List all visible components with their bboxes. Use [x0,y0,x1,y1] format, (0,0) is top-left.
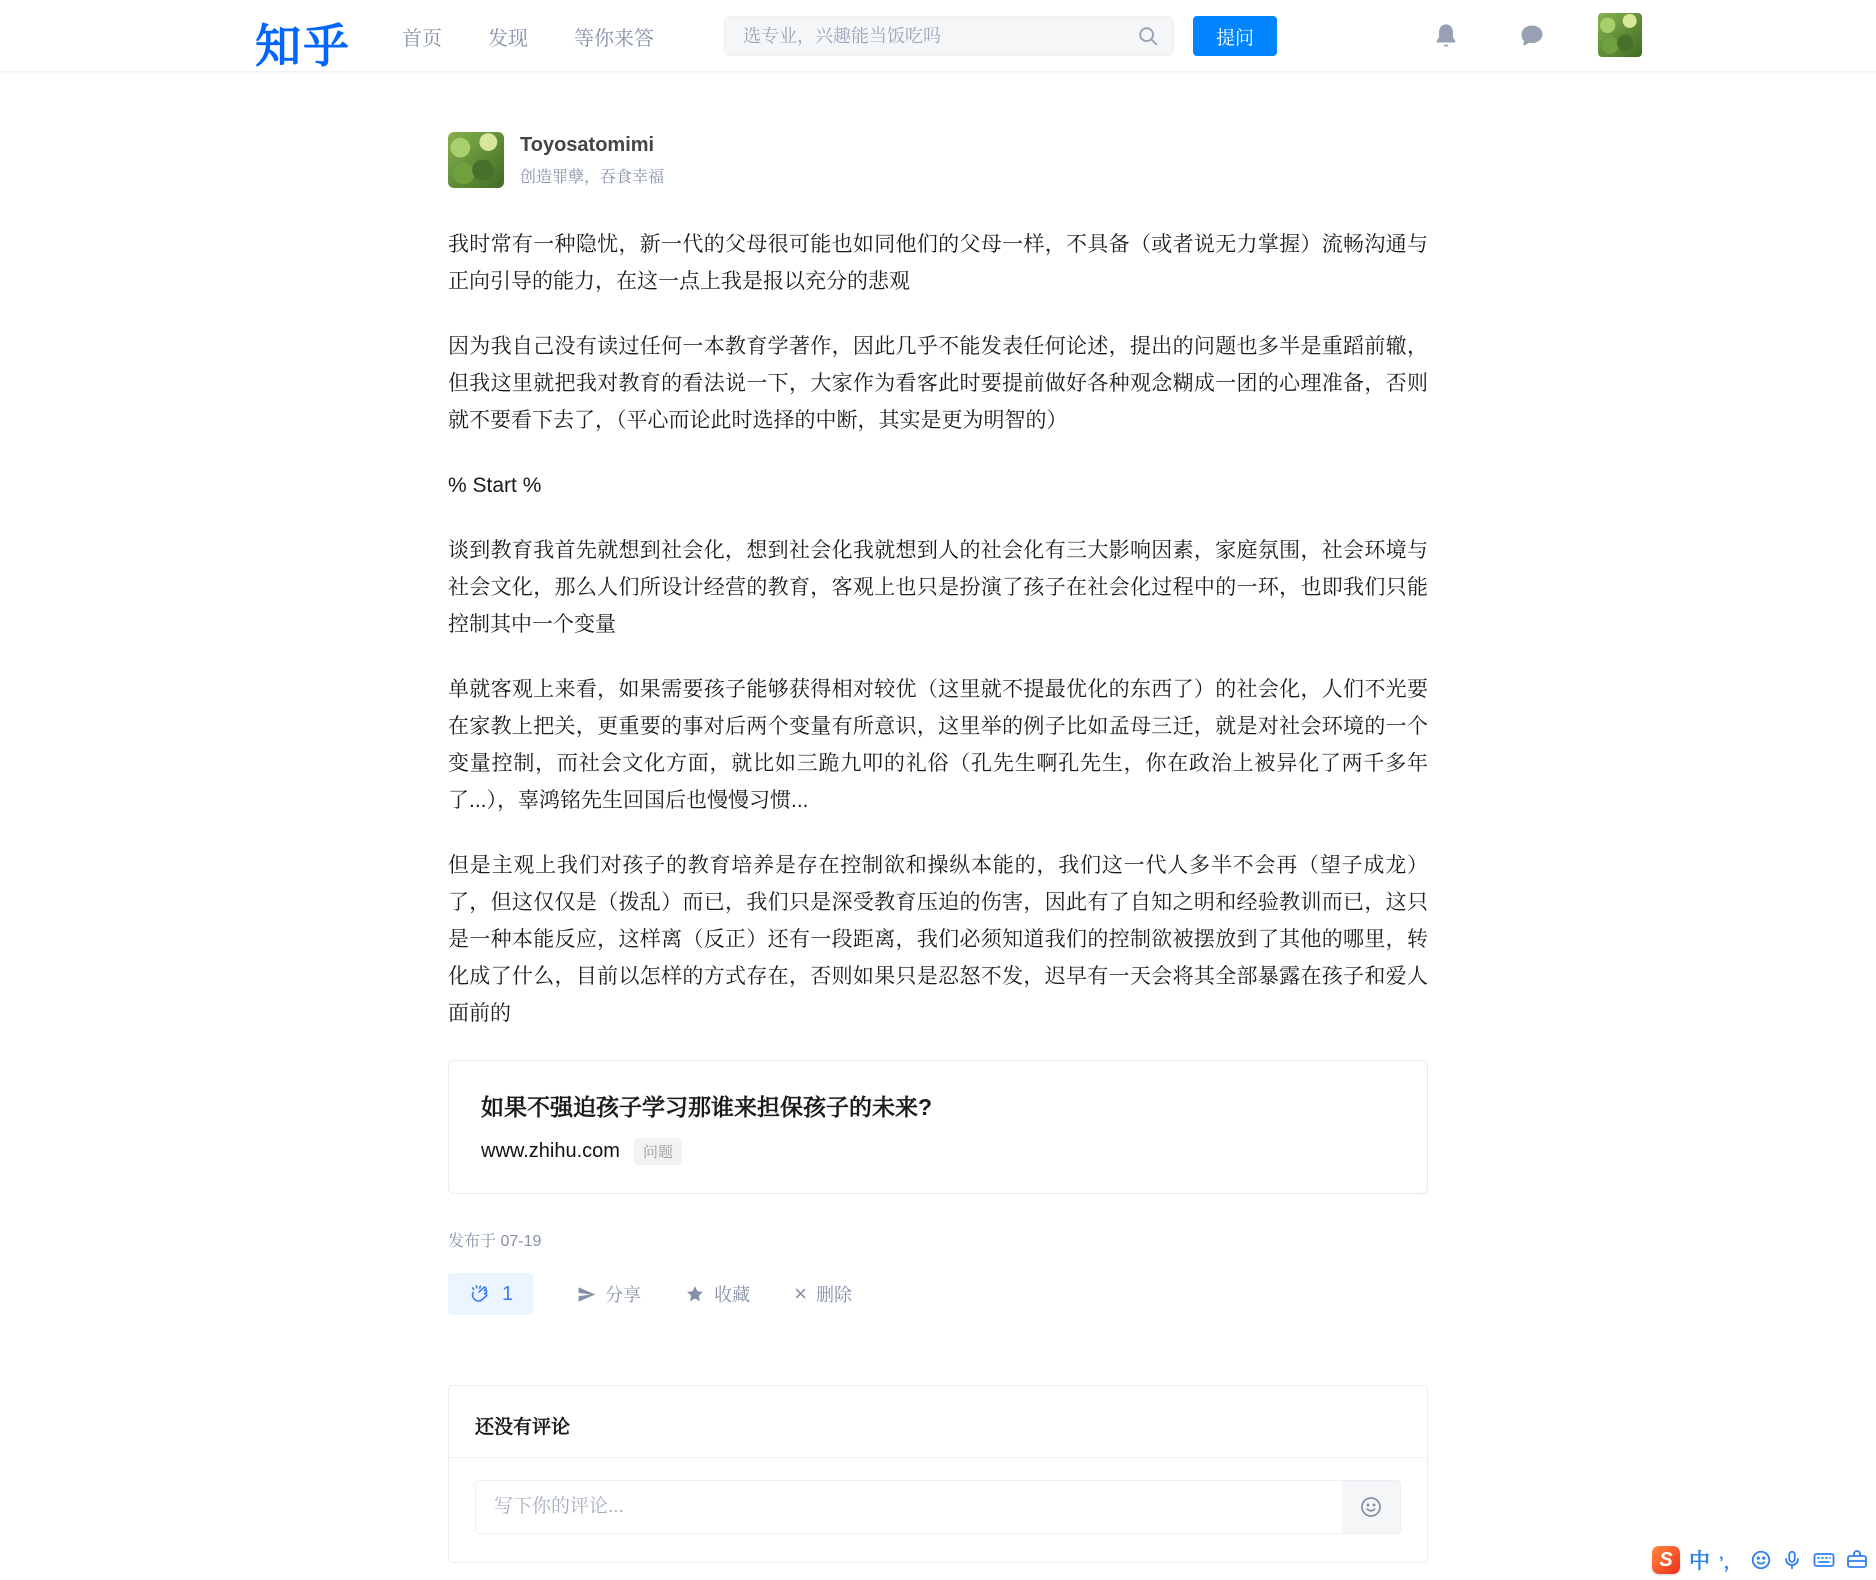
comments-section [448,1385,1428,1563]
linked-question-card[interactable] [448,1060,1428,1194]
ime-microphone-icon[interactable] [1781,1549,1803,1571]
linked-question-source: www.zhihu.com [481,1140,620,1162]
sogou-ime-logo[interactable]: S [1652,1546,1680,1574]
favorite-label: 收藏 [714,1285,751,1305]
post-paragraph: 单就客观上来看，如果需要孩子能够获得相对较优（这里就不提最优化的东西了）的社会化，人们不光要在家教上把关，更重要的事对后两个变量有所意识，这里举的例子比如孟母三迁，就是对社会环境的一个变量控制，而社会文化方面，就比如三跪九叩的礼俗（孔先生啊孔先生，你在政治上被异化了两千多年了...），辜鸿铭先生回国后也慢慢习惯... [448,678,1428,812]
nav-links [402,0,654,72]
share-button[interactable] [577,1281,641,1307]
question-type-badge: 问题 [634,1138,682,1165]
post-article [448,132,1428,1563]
clap-count: 1 [502,1282,514,1305]
ime-emoji-icon[interactable] [1750,1549,1772,1571]
ask-question-button[interactable]: 提问 [1193,16,1277,56]
ime-language-mode[interactable]: 中 [1689,1550,1710,1573]
zhihu-logo[interactable]: 知乎 [255,20,351,72]
comment-input-box [475,1480,1401,1534]
smiley-icon [1359,1495,1383,1519]
ime-punctuation-toggle[interactable]: ’， [1719,1552,1741,1572]
post-paragraph: 我时常有一种隐忧，新一代的父母很可能也如同他们的父母一样，不具备（或者说无力掌握）流畅沟通与正向引导的能力，在这一点上我是报以充分的悲观 [448,233,1428,293]
comments-empty-title: 还没有评论 [475,1417,571,1438]
star-icon [685,1284,705,1304]
clap-icon [468,1282,492,1306]
search-input[interactable] [725,26,1137,47]
share-label: 分享 [605,1285,642,1305]
author-avatar[interactable] [448,132,504,188]
top-navbar [0,0,1876,72]
ime-keyboard-icon[interactable] [1812,1548,1836,1572]
post-paragraph: % Start % [448,474,542,497]
post-body [448,226,1428,1032]
ime-toolbox-icon[interactable] [1845,1548,1869,1572]
delete-x-icon: × [794,1281,807,1306]
action-bar [448,1273,1428,1315]
emoji-picker-button[interactable] [1342,1481,1400,1533]
ime-toolbar [1652,1545,1869,1575]
linked-question-source-row [481,1138,1395,1165]
post-paragraph: 谈到教育我首先就想到社会化，想到社会化我就想到人的社会化有三大影响因素，家庭氛围，社会环境与社会文化，那么人们所设计经营的教育，客观上也只是扮演了孩子在社会化过程中的一环，也即我们只能控制其中一个变量 [448,539,1428,636]
author-name[interactable]: Toyosatomimi [520,133,655,156]
nav-item-waiting-answer[interactable]: 等你来答 [574,27,654,50]
search-box [724,16,1174,56]
share-paper-plane-icon [577,1285,596,1304]
post-header [448,132,1428,188]
notifications-bell-icon[interactable] [1432,22,1460,50]
post-paragraph: 但是主观上我们对孩子的教育培养是存在控制欲和操纵本能的，我们这一代人多半不会再（望子成龙）了，但这仅仅是（拨乱）而已，我们只是深受教育压迫的伤害，因此有了自知之明和经验教训而已，这只是一种本能反应，这样离（反正）还有一段距离，我们必须知道我们的控制欲被摆放到了其他的哪里，转化成了什么，目前以怎样的方式存在，否则如果只是忍怒不发，迟早有一天会将其全部暴露在孩子和爱人面前的 [448,854,1428,1025]
author-bio: 创造罪孽，吞食幸福 [520,168,665,186]
nav-item-home[interactable]: 首页 [402,27,442,50]
publish-date: 发布于 07-19 [448,1233,542,1250]
delete-button[interactable] [794,1281,852,1307]
favorite-button[interactable] [685,1281,750,1307]
search-icon[interactable] [1137,25,1159,47]
comment-input[interactable] [476,1481,1342,1533]
comments-divider [449,1457,1427,1458]
post-paragraph: 因为我自己没有读过任何一本教育学著作，因此几乎不能发表任何论述，提出的问题也多半是重蹈前辙，但我这里就把我对教育的看法说一下，大家作为看客此时要提前做好各种观念糊成一团的心理准备，否则就不要看下去了，（平心而论此时选择的中断，其实是更为明智的） [448,335,1428,432]
author-info [520,134,664,187]
delete-label: 删除 [815,1285,852,1305]
user-avatar[interactable] [1598,13,1642,57]
clap-button[interactable] [448,1273,533,1315]
messages-icon[interactable] [1518,22,1546,50]
nav-item-discover[interactable]: 发现 [488,27,528,50]
linked-question-title[interactable]: 如果不强迫孩子学习那谁来担保孩子的未来? [481,1094,933,1120]
